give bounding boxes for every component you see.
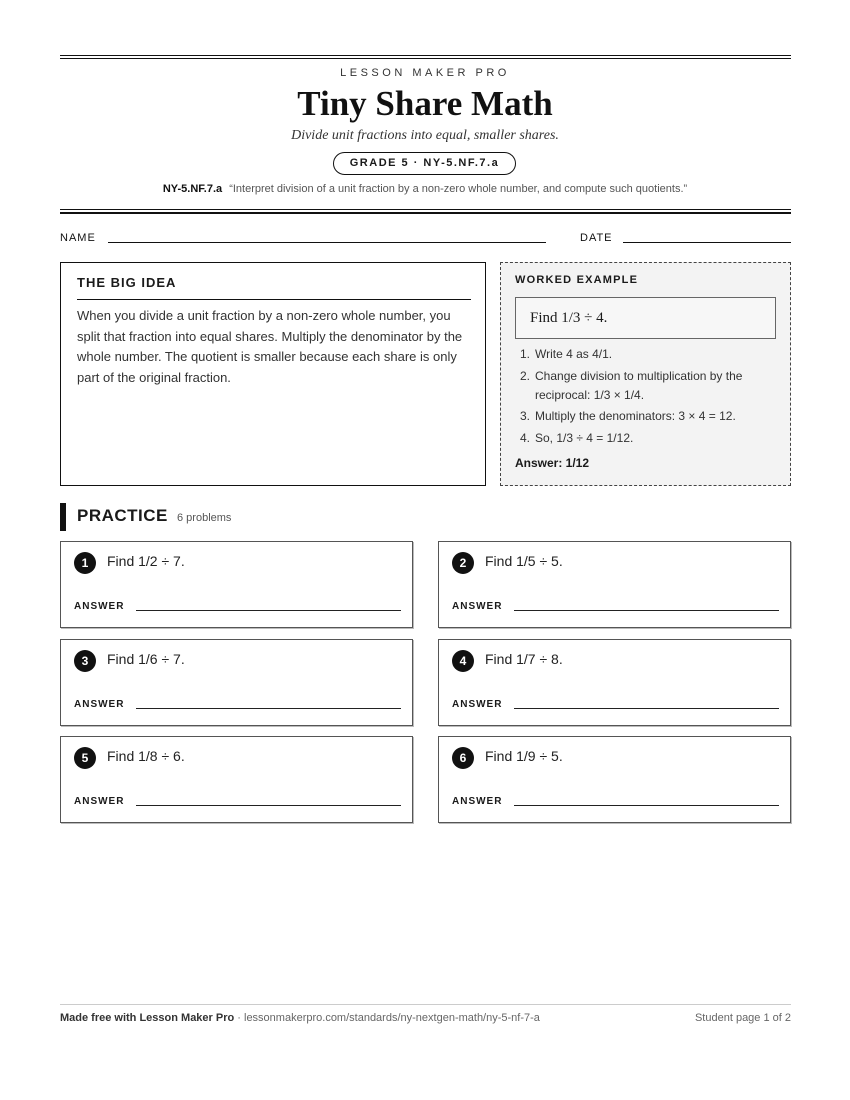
- worked-step: 4. So, 1/3 ÷ 4 = 1/12.: [520, 430, 634, 445]
- footer-url-link[interactable]: lessonmakerpro.com/standards/ny-nextgen-math/ny-5-nf-7-a: [244, 1012, 540, 1024]
- answer-field[interactable]: [514, 805, 779, 806]
- name-field[interactable]: [108, 242, 546, 243]
- grade-badge: GRADE 5 · NY-5.NF.7.a: [333, 152, 516, 175]
- worked-example-heading: WORKED EXAMPLE: [515, 274, 639, 286]
- worked-step: 3. Multiply the denominators: 3 × 4 = 12.: [520, 409, 736, 423]
- practice-problem-3: [60, 639, 413, 726]
- answer-field[interactable]: [514, 610, 779, 611]
- worked-step: 1. Write 4 as 4/1.: [520, 347, 613, 361]
- answer-label: ANSWER: [74, 699, 125, 710]
- problem-number-badge: 5: [74, 747, 96, 769]
- answer-label: ANSWER: [452, 601, 503, 612]
- worked-example-problem: Find 1/3 ÷ 4.: [515, 297, 776, 339]
- standard-code: NY-5.NF.7.a: [162, 183, 223, 195]
- problem-prompt: Find 1/7 ÷ 8.: [485, 651, 563, 667]
- brand-name: LESSON MAKER PRO: [340, 67, 510, 79]
- worked-example-box: [500, 262, 791, 486]
- answer-label: ANSWER: [452, 699, 503, 710]
- footer-made-with: Made free with Lesson Maker Pro: [60, 1012, 235, 1024]
- footer-credit: [60, 1012, 540, 1024]
- practice-problem-4: [438, 639, 791, 726]
- footer-separator: ·: [234, 1012, 244, 1024]
- practice-problem-2: [438, 541, 791, 628]
- date-field[interactable]: [623, 242, 791, 243]
- header-bottom-rule: [60, 209, 791, 210]
- problem-prompt: Find 1/9 ÷ 5.: [485, 748, 563, 764]
- standard-description: [0, 183, 850, 195]
- answer-field[interactable]: [136, 708, 401, 709]
- answer-label: ANSWER: [452, 796, 503, 807]
- date-label: DATE: [580, 232, 613, 244]
- top-rule: [60, 55, 791, 56]
- big-idea-body: When you divide a unit fraction by a non-zero whole number, you split that fraction into equal shares. Multiply the denominator by the whole number. The quotient is smaller because each share is only part of the original fraction.: [77, 308, 463, 385]
- footer-page-number: Student page 1 of 2: [694, 1012, 791, 1024]
- big-idea-heading: THE BIG IDEA: [77, 275, 177, 290]
- problem-number-badge: 4: [452, 650, 474, 672]
- practice-accent-bar: [60, 503, 66, 531]
- answer-field[interactable]: [514, 708, 779, 709]
- standard-text: “Interpret division of a unit fraction by a non-zero whole number, and compute such quotients.”: [229, 183, 688, 195]
- problem-prompt: Find 1/2 ÷ 7.: [107, 553, 185, 569]
- problem-prompt: Find 1/5 ÷ 5.: [485, 553, 563, 569]
- practice-problem-1: [60, 541, 413, 628]
- worked-step: 2. Change division to multiplication by the reciprocal: 1/3 × 1/4.: [520, 368, 743, 402]
- problem-number-badge: 1: [74, 552, 96, 574]
- answer-label: ANSWER: [74, 796, 125, 807]
- big-idea-box: [60, 262, 486, 486]
- top-rule-inner: [60, 58, 791, 59]
- answer-field[interactable]: [136, 805, 401, 806]
- worked-example-steps: [515, 345, 781, 450]
- practice-problem-6: [438, 736, 791, 823]
- practice-count: 6 problems: [177, 512, 232, 524]
- problem-prompt: Find 1/8 ÷ 6.: [107, 748, 185, 764]
- name-label: NAME: [60, 232, 96, 244]
- footer-divider: [60, 1004, 791, 1005]
- problem-number-badge: 6: [452, 747, 474, 769]
- problem-prompt: Find 1/6 ÷ 7.: [107, 651, 185, 667]
- problem-number-badge: 3: [74, 650, 96, 672]
- problem-number-badge: 2: [452, 552, 474, 574]
- worked-example-answer: Answer: 1/12: [515, 456, 590, 470]
- big-idea-divider: [77, 299, 471, 300]
- practice-problem-5: [60, 736, 413, 823]
- page-title: Tiny Share Math: [297, 84, 553, 123]
- practice-heading: PRACTICE: [77, 506, 168, 525]
- answer-field[interactable]: [136, 610, 401, 611]
- page-subtitle: Divide unit fractions into equal, smaller shares.: [291, 128, 559, 143]
- header-bottom-rule-thick: [60, 212, 791, 214]
- answer-label: ANSWER: [74, 601, 125, 612]
